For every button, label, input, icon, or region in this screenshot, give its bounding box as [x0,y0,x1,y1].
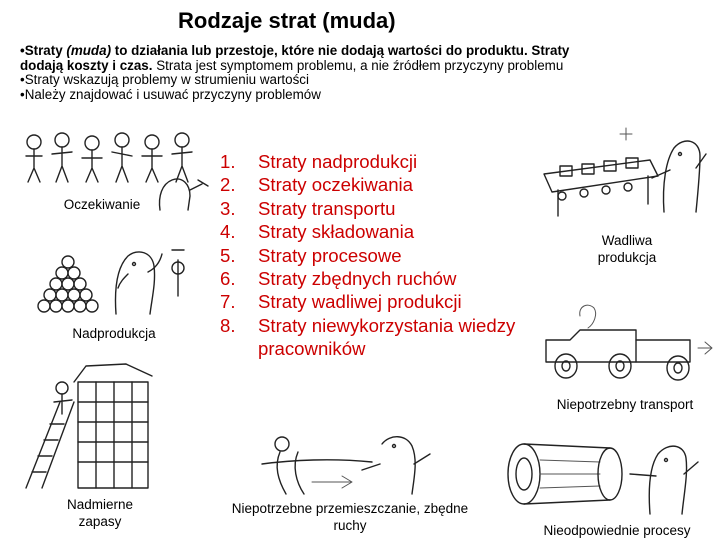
waste-list-number: 7. [220,291,236,313]
waste-list-text: Straty wadliwej produkcji [258,291,462,313]
waste-list-text: Straty procesowe [258,244,402,266]
caption-oczekiwanie: Oczekiwanie [63,197,141,212]
waste-list-text: Straty niewykorzystania wiedzy pracowników [258,314,516,360]
intro-bold-b: to działania lub przestoje, które nie dodają wartości do produktu. Straty [111,43,570,58]
waste-list-text: Straty składowania [258,221,415,243]
intro-line-3: •Straty wskazują problemy w strumieniu wartości [20,72,309,87]
inventory-illustration [16,362,166,490]
slide-title: Rodzaje strat (muda) [178,8,396,33]
caption-procesy: Nieodpowiednie procesy [543,523,691,538]
intro-bold-italic: (muda) [66,43,112,58]
caption-ruchy: Niepotrzebne przemieszczanie, zbędne ruchy [231,501,469,533]
caption-transport: Niepotrzebny transport [556,397,694,412]
caption-zapasy: Nadmierne zapasy [66,497,134,529]
intro-line2-normal: Strata jest symptomem problemu, a nie źródłem przyczyny problemu [152,57,564,73]
waste-list-number: 3. [220,197,236,219]
intro-line2-bold: dodają koszty i czas. [20,57,153,73]
intro-line-4: •Należy znajdować i usuwać przyczyny problemów [20,86,321,102]
waste-list-number: 4. [220,221,236,243]
intro-bold-a: Straty [24,43,67,58]
intro-line-2 [20,59,710,74]
waste-list-number: 5. [220,244,236,266]
waste-list-item [220,173,550,196]
waste-list-text: Straty nadprodukcji [258,151,418,172]
caption-wadliwa: Wadliwa produkcja [597,233,657,265]
waste-list-item [220,314,550,361]
waste-list-number: 2. [220,174,236,196]
waste-list-item [220,244,550,267]
transport-illustration [540,300,716,382]
waste-list-number: 6. [220,268,236,290]
waste-list-text: Straty oczekiwania [258,174,414,196]
caption-nadprodukcja: Nadprodukcja [72,326,156,341]
intro-bullet: • [20,43,25,58]
waste-list-item [220,197,550,220]
waste-list-item [220,220,550,243]
waste-list-number: 8. [220,314,236,336]
waste-list-item [220,150,550,173]
intro-line-1 [20,44,710,59]
waste-list-number: 1. [220,151,236,172]
waste-list-item [220,267,550,290]
overproduction-illustration [28,236,198,316]
waste-list-text: Straty zbędnych ruchów [258,268,457,290]
motion-illustration [252,424,452,498]
process-illustration [500,430,710,520]
intro-text [20,44,710,102]
waste-list-text: Straty transportu [258,197,396,219]
waste-list-item [220,290,550,313]
waste-list [220,150,550,361]
defective-production-illustration [540,124,712,224]
